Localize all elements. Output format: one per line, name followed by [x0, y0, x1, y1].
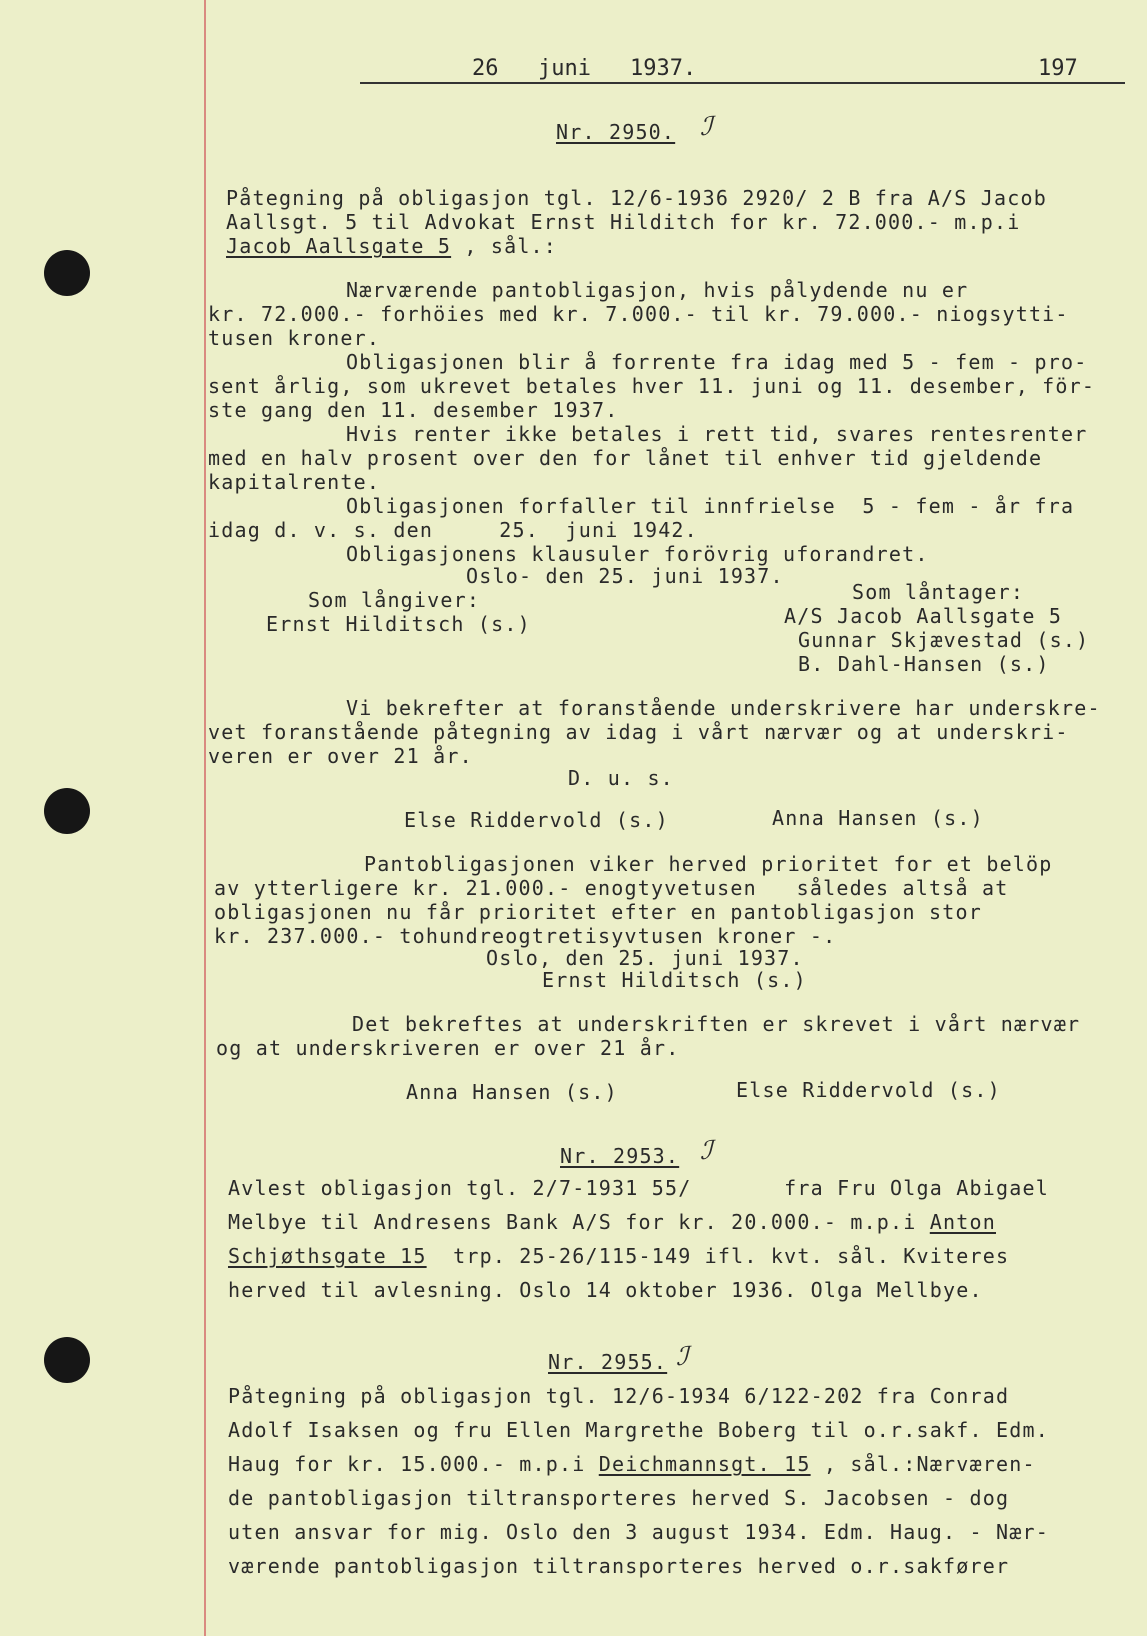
- witness-signature: Else Riddervold (s.): [404, 808, 669, 832]
- property-address: Schjøthsgate 15: [228, 1244, 427, 1268]
- witness-line: Vi bekrefter at foranstående underskrivere har underskre-: [346, 696, 1101, 720]
- entry-line: med en halv prosent over den for lånet til enhver tid gjeldende: [208, 446, 1043, 470]
- page-number: 197: [1038, 56, 1078, 81]
- entry-line: Aallsgt. 5 til Advokat Ernst Hilditch for kr. 72.000.- m.p.i: [226, 210, 1021, 234]
- entry-number: Nr. 2953.: [560, 1144, 680, 1168]
- initials-mark: ℐ: [700, 112, 713, 142]
- entry-line: Hvis renter ikke betales i rett tid, svares rentesrenter: [346, 422, 1088, 446]
- entry-line: [228, 1452, 1036, 1476]
- entry-line: værende pantobligasjon tiltransporteres herved o.r.sakfører: [228, 1554, 1010, 1578]
- entry-number: Nr. 2955.: [548, 1350, 668, 1374]
- borrower-name: Gunnar Skjævestad (s.): [798, 628, 1090, 652]
- property-address: Deichmannsgt. 15: [598, 1452, 811, 1476]
- entry-line: Påtegning på obligasjon tgl. 12/6-1936 2920/ 2 B fra A/S Jacob: [226, 186, 1047, 210]
- witness-signature: Else Riddervold (s.): [736, 1078, 1001, 1102]
- priority-line: obligasjonen nu får prioritet efter en pantobligasjon stor: [214, 900, 982, 924]
- entry-line: tusen kroner.: [208, 326, 381, 350]
- page-header: [360, 56, 1125, 84]
- entry-line: [228, 1210, 996, 1234]
- entry-line: [226, 234, 557, 258]
- entry-line: Obligasjonen blir å forrente fra idag med 5 - fem - pro-: [346, 350, 1088, 374]
- priority-line: [214, 876, 1008, 900]
- priority-line-head: av ytterligere kr. 21.000.- enogtyvetusen: [214, 876, 757, 900]
- borrower-name: A/S Jacob Aallsgate 5: [784, 604, 1063, 628]
- initials-mark: ℐ: [700, 1136, 713, 1166]
- entry-line: Nærværende pantobligasjon, hvis pålydende nu er: [346, 278, 969, 302]
- entry-line: Obligasjonens klausuler forövrig uforandret.: [346, 542, 929, 566]
- initials-mark: ℐ: [676, 1342, 689, 1372]
- header-year: 1937.: [630, 56, 697, 81]
- confirm-line: Det bekreftes at underskriften er skrevet i vårt nærvær: [352, 1012, 1081, 1036]
- priority-line: kr. 237.000.- tohundreogtretisyvtusen kroner -.: [214, 924, 837, 948]
- header-month: juni: [538, 56, 591, 81]
- entry-line: Påtegning på obligasjon tgl. 12/6-1934 6/122-202 fra Conrad: [228, 1384, 1010, 1408]
- priority-line: Oslo, den 25. juni 1937.: [486, 946, 804, 970]
- entry-line-head: Haug for kr. 15.000.- m.p.i: [228, 1452, 599, 1476]
- binder-hole: [44, 788, 90, 834]
- entry-line-tail: , sål.:: [451, 234, 558, 258]
- binder-hole: [44, 250, 90, 296]
- entry-line: kr. 72.000.- forhöies med kr. 7.000.- til kr. 79.000.- niogsytti-: [208, 302, 1069, 326]
- entry-line-tail: , sål.:Nærværen-: [810, 1452, 1036, 1476]
- witness-line: vet foranstående påtegning av idag i vårt nærvær og at underskri-: [208, 720, 1069, 744]
- witness-line: veren er over 21 år.: [208, 744, 473, 768]
- property-address: Jacob Aallsgate 5: [226, 234, 452, 258]
- borrower-name: B. Dahl-Hansen (s.): [798, 652, 1050, 676]
- entry-line: idag d. v. s. den 25. juni 1942.: [208, 518, 698, 542]
- lender-label: Som långiver:: [308, 588, 481, 612]
- entry-line: ste gang den 11. desember 1937.: [208, 398, 619, 422]
- entry-line: [228, 1244, 1009, 1268]
- witness-signature: Anna Hansen (s.): [772, 806, 984, 830]
- entry-line: Adolf Isaksen og fru Ellen Margrethe Boberg til o.r.sakf. Edm.: [228, 1418, 1049, 1442]
- witness-signature: Anna Hansen (s.): [406, 1080, 618, 1104]
- property-address: Anton: [929, 1210, 996, 1234]
- entry-line-tail: trp. 25-26/115-149 ifl. kvt. sål. Kviteres: [426, 1244, 1010, 1268]
- entry-line: Oslo- den 25. juni 1937.: [466, 564, 784, 588]
- entry-number: Nr. 2950.: [556, 120, 676, 144]
- entry-line: Avlest obligasjon tgl. 2/7-1931 55/ fra Fru Olga Abigael: [228, 1176, 1049, 1200]
- lender-name: Ernst Hilditsch (s.): [266, 612, 531, 636]
- margin-rule: [204, 0, 206, 1636]
- borrower-label: Som låntager:: [852, 580, 1025, 604]
- priority-line: Pantobligasjonen viker herved prioritet for et belöp: [364, 852, 1053, 876]
- entry-line: kapitalrente.: [208, 470, 381, 494]
- header-day: 26: [472, 56, 499, 81]
- entry-line: sent årlig, som ukrevet betales hver 11. juni og 11. desember, för-: [208, 374, 1096, 398]
- entry-line: Obligasjonen forfaller til innfrielse 5 - fem - år fra: [346, 494, 1075, 518]
- entry-line-head: Melbye til Andresens Bank A/S for kr. 20.000.- m.p.i: [228, 1210, 930, 1234]
- entry-line: de pantobligasjon tiltransporteres herved S. Jacobsen - dog: [228, 1486, 1010, 1510]
- entry-line: herved til avlesning. Oslo 14 oktober 1936. Olga Mellbye.: [228, 1278, 983, 1302]
- confirm-line: og at underskriveren er over 21 år.: [216, 1036, 680, 1060]
- dus-note: D. u. s.: [568, 766, 674, 790]
- binder-hole: [44, 1337, 90, 1383]
- entry-line: uten ansvar for mig. Oslo den 3 august 1934. Edm. Haug. - Nær-: [228, 1520, 1049, 1544]
- priority-line: Ernst Hilditsch (s.): [542, 968, 807, 992]
- priority-line-tail: således altså at: [783, 876, 1009, 900]
